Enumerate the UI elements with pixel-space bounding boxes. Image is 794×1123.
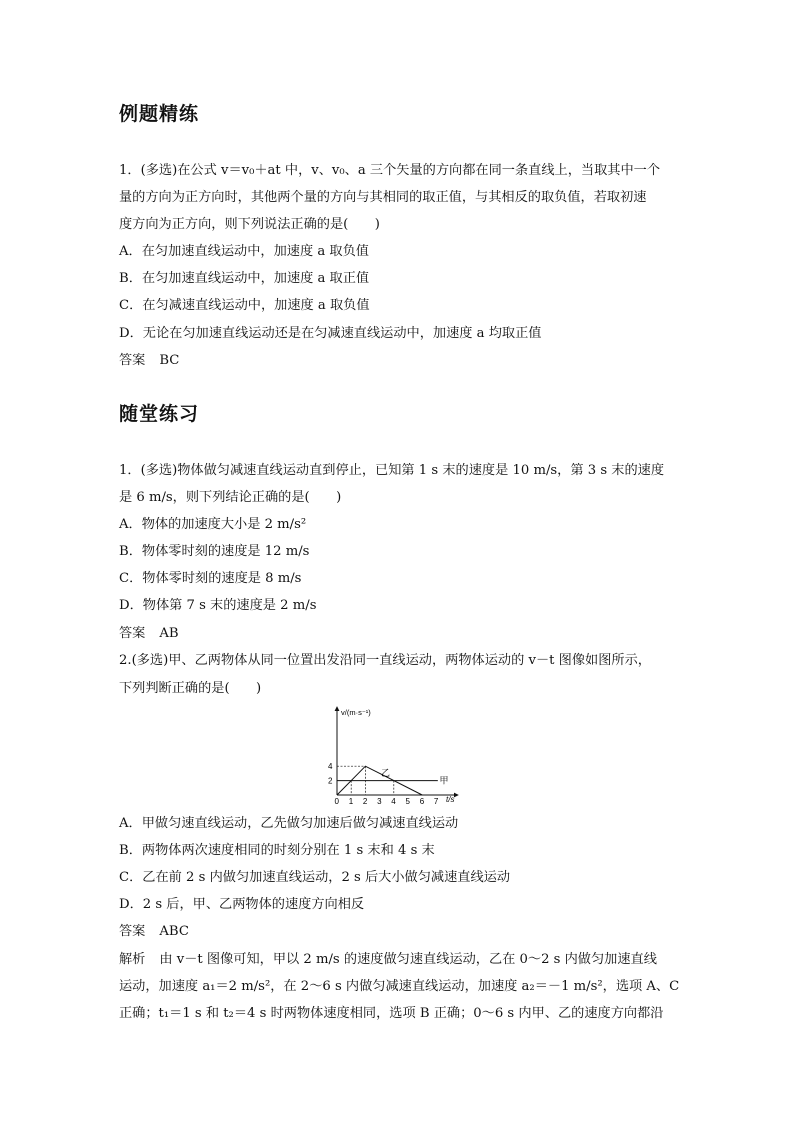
question-text: 2.(多选)甲、乙两物体从同一位置出发沿同一直线运动，两物体运动的 v－t 图像如图所示， (119, 653, 651, 668)
answer-line (119, 923, 189, 941)
option-b: B．物体零时刻的速度是 12 m/s (119, 544, 310, 559)
analysis-line (119, 951, 657, 969)
x-tick-label: 7 (433, 797, 439, 806)
question-text: 下列判断正确的是( ) (119, 681, 262, 696)
y-tick-label: 4 (328, 762, 333, 772)
x-tick-label: 1 (348, 797, 354, 806)
question-text: 1．(多选)在公式 v＝v₀＋at 中，v、v₀、a 三个矢量的方向都在同一条直线上，当取其中一个 (119, 163, 661, 178)
x-tick-label: 4 (391, 797, 396, 806)
option-b: B．两物体两次速度相同的时刻分别在 1 s 末和 4 s 末 (119, 843, 435, 858)
question-text: 度方向为正方向，则下列说法正确的是( ) (119, 217, 380, 232)
option-a: A．在匀加速直线运动中，加速度 a 取负值 (119, 244, 369, 259)
option-c: C．在匀减速直线运动中，加速度 a 取负值 (119, 298, 370, 313)
question-text: 量的方向为正方向时，其他两个量的方向与其相同的取正值，与其相反的取负值，若取初速 (119, 190, 647, 205)
option-d: D．无论在匀加速直线运动还是在匀减速直线运动中，加速度 a 均取正值 (119, 326, 542, 341)
x-tick-label: 2 (362, 797, 368, 806)
answer-label: 答案 (119, 353, 146, 368)
series-labels (381, 768, 449, 785)
option-c: C．乙在前 2 s 内做匀加速直线运动，2 s 后大小做匀减速直线运动 (119, 870, 511, 885)
answer-value: ABC (159, 924, 189, 939)
x-tick-label: 5 (405, 797, 410, 806)
analysis-text: 运动，加速度 a₁＝2 m/s²，在 2～6 s 内做匀减速直线运动，加速度 a₂＝－1 m/s²，选项 A、C (119, 979, 680, 994)
answer-line (119, 625, 179, 643)
y-tick-label: 2 (328, 776, 333, 786)
section-title-practice: 随堂练习 (119, 403, 200, 425)
x-tick-label: 3 (377, 797, 382, 806)
option-a: A．物体的加速度大小是 2 m/s² (119, 517, 307, 532)
option-b: B．在匀加速直线运动中，加速度 a 取正值 (119, 271, 370, 286)
y-axis-label: v/(m·s⁻¹) (341, 708, 371, 717)
question-text: 是 6 m/s，则下列结论正确的是( ) (119, 490, 342, 505)
answer-value: AB (159, 626, 179, 641)
option-c: C．物体零时刻的速度是 8 m/s (119, 571, 302, 586)
analysis-text: 正确；t₁＝1 s 和 t₂＝4 s 时两物体速度相同，选项 B 正确；0～6 s 内甲、乙的速度方向都沿 (119, 1006, 664, 1021)
option-d: D．物体第 7 s 末的速度是 2 m/s (119, 598, 317, 613)
x-tick-labels (335, 797, 439, 806)
answer-label: 答案 (119, 626, 146, 641)
section-title-examples: 例题精练 (119, 103, 200, 125)
y-tick-labels (328, 762, 333, 785)
analysis-label: 解析 (119, 952, 146, 967)
option-a: A．甲做匀速直线运动，乙先做匀加速后做匀减速直线运动 (119, 816, 459, 831)
question-text: 1．(多选)物体做匀减速直线运动直到停止，已知第 1 s 末的速度是 10 m/s，第 3 s 末的速度 (119, 463, 665, 478)
x-axis-label: t/s (446, 795, 455, 804)
series-label: 甲 (439, 775, 449, 786)
x-tick-label: 6 (419, 797, 425, 806)
analysis-text: 由 v－t 图像可知，甲以 2 m/s 的速度做匀速直线运动，乙在 0～2 s 内做匀加速直线 (159, 952, 657, 967)
option-d: D．2 s 后，甲、乙两物体的速度方向相反 (119, 897, 365, 912)
answer-label: 答案 (119, 924, 146, 939)
series-label: 乙 (381, 768, 391, 779)
answer-line (119, 352, 179, 370)
vt-graph (322, 703, 466, 807)
answer-value: BC (159, 353, 180, 368)
x-tick-label: 0 (334, 797, 339, 806)
